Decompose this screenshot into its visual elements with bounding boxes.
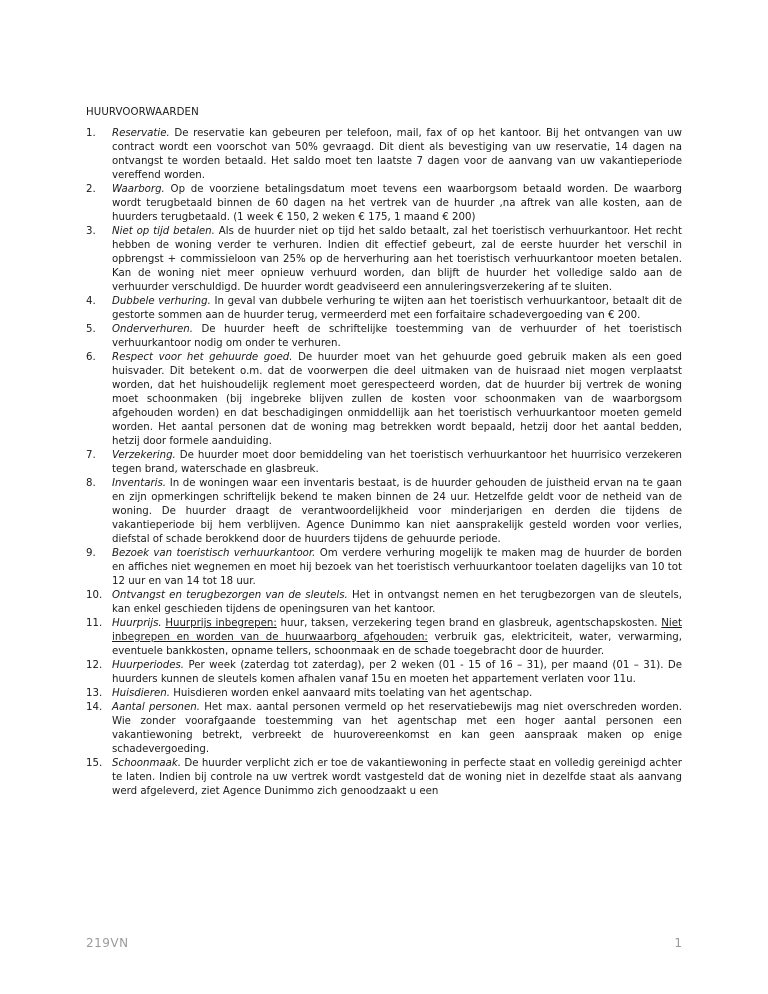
list-item [86, 183, 682, 225]
list-item [86, 757, 682, 799]
excluded-text: verbruik gas, elektriciteit, water, verwarming, eventuele bankkosten, opname tellers, schoonmaak en de schade toegebracht door de huurder. [112, 632, 682, 657]
footer-code: 219VN [86, 936, 129, 950]
item-body: De reservatie kan gebeuren per telefoon, mail, fax of op het kantoor. Bij het ontvangen van uw contract wordt een voorschot van 50% gevraagd. Dit dient als bevestiging van uw reservatie, 14 dagen na ontvangst te worden betaald. Het saldo moet ten laatste 7 dagen voor de aanvang van uw vakantieperiode vereffend worden. [112, 128, 682, 181]
item-title: Huurprijs. [112, 618, 162, 629]
item-body: In de woningen waar een inventaris bestaat, is de huurder gehouden de juistheid ervan na te gaan en zijn opmerkingen schriftelijk bekend te maken binnen de 24 uur. Hetzelfde geldt voor de netheid van de woning. De huurder draagt de verantwoordelijkheid voor minderjarigen en derden die tijdens de vakantieperiode bij hem verblijven. Agence Dunimmo kan niet aansprakelijk gesteld worden voor verlies, diefstal of schade berokkend door de huurders tijdens de gehuurde periode. [112, 478, 683, 545]
item-title: Waarborg. [112, 184, 165, 195]
terms-list [86, 127, 682, 799]
list-item [86, 351, 682, 449]
list-item [86, 323, 682, 351]
item-number: 1. [86, 128, 96, 139]
item-number: 8. [86, 478, 96, 489]
item-body: Als de huurder niet op tijd het saldo betaalt, zal het toeristisch verhuurkantoor. Het recht hebben de woning verder te verhuren. Indien dit effectief gebeurt, zal de eerste huurder het verschil in opbrengst + commissieloon van 25% op de herverhuring aan het toeristisch verhuurkantoor moeten betalen. Kan de woning niet meer opnieuw verhuurd worden, dan blijft de huurder het volledige saldo aan de verhuurder verschuldigd. De huurder wordt geadviseerd een annuleringsverzekering af te sluiten. [112, 226, 682, 293]
item-body: Om verdere verhuring mogelijk te maken mag de huurder de borden en affiches niet wegnemen en moet hij bezoek van het toeristisch verhuurkantoor toelaten dagelijks van 10 tot 12 uur en van 14 tot 18 uur. [112, 548, 682, 587]
list-item [86, 589, 682, 617]
list-item [86, 701, 682, 757]
item-title: Schoonmaak. [112, 758, 181, 769]
item-title: Bezoek van toeristisch verhuurkantoor. [112, 548, 316, 559]
list-item [86, 547, 682, 589]
excluded-label: Niet inbegrepen en worden van de huurwaarborg afgehouden: [112, 618, 682, 643]
item-number: 12. [86, 660, 103, 671]
item-number: 11. [86, 618, 103, 629]
item-body: De huurder verplicht zich er toe de vakantiewoning in perfecte staat en volledig gereinigd achter te laten. Indien bij controle na uw vertrek wordt vastgesteld dat de woning niet in dezelfde staat als aanvang werd afgeleverd, ziet Agence Dunimmo zich genoodzaakt u een [112, 758, 682, 797]
item-body: Op de voorziene betalingsdatum moet tevens een waarborgsom betaald worden. De waarborg wordt terugbetaald binnen de 60 dagen na het vertrek van de huurder ,na aftrek van alle kosten, aan de huurders terugbetaald. (1 week € 150, 2 weken € 175, 1 maand € 200) [112, 184, 682, 223]
item-title: Aantal personen. [112, 702, 200, 713]
included-text: huur, taksen, verzekering tegen brand en glasbreuk, agentschapskosten. [280, 618, 658, 629]
item-title: Reservatie. [112, 128, 170, 139]
item-number: 4. [86, 296, 96, 307]
list-item [86, 225, 682, 295]
item-body: De huurder heeft de schriftelijke toestemming van de verhuurder of het toeristisch verhuurkantoor nodig om onder te verhuren. [112, 324, 682, 349]
item-title: Verzekering. [112, 450, 176, 461]
item-body: Huisdieren worden enkel aanvaard mits toelating van het agentschap. [173, 688, 533, 699]
list-item [86, 477, 682, 547]
item-body: De huurder moet door bemiddeling van het toeristisch verhuurkantoor het huurrisico verzekeren tegen brand, waterschade en glasbreuk. [112, 450, 682, 475]
item-number: 7. [86, 450, 96, 461]
item-title: Onderverhuren. [112, 324, 193, 335]
item-title: Respect voor het gehuurde goed. [112, 352, 293, 363]
item-number: 9. [86, 548, 96, 559]
item-number: 3. [86, 226, 96, 237]
list-item [86, 449, 682, 477]
list-item [86, 617, 682, 659]
item-title: Huurperiodes. [112, 660, 185, 671]
item-title: Ontvangst en terugbezorgen van de sleutels. [112, 590, 348, 601]
item-title: Dubbele verhuring. [112, 296, 211, 307]
item-number: 5. [86, 324, 96, 335]
item-body: In geval van dubbele verhuring te wijten aan het toeristisch verhuurkantoor, betaalt dit de gestorte sommen aan de huurder terug, vermeerderd met een forfaitaire schadevergoeding van € 200. [112, 296, 682, 321]
list-item [86, 127, 682, 183]
list-item [86, 687, 682, 701]
item-body: Per week (zaterdag tot zaterdag), per 2 weken (01 - 15 of 16 – 31), per maand (01 – 31). De huurders kunnen de sleutels komen afhalen vanaf 15u en moeten het appartement verlaten voor 11u. [112, 660, 682, 685]
item-title: Inventaris. [112, 478, 167, 489]
item-body: De huurder moet van het gehuurde goed gebruik maken als een goed huisvader. Dit betekent o.m. dat de voorwerpen die deel uitmaken van de huisraad niet mogen verplaatst worden, dat het huishoudelijk reglement moet gerespecteerd worden, dat de huurder bij vertrek de woning moet schoonmaken (bij ingebreke blijven zullen de kosten voor schoonmaken van de waarborgsom afgehouden worden) en dat beschadigingen onmiddellijk aan het toeristisch verhuurkantoor moeten gemeld worden. Het aantal personen dat de woning mag betrekken wordt bepaald, hetzij door het aantal bedden, hetzij door formele aanduiding. [112, 352, 682, 447]
item-body: Het in ontvangst nemen en het terugbezorgen van de sleutels, kan enkel geschieden tijdens de openingsuren van het kantoor. [112, 590, 682, 615]
item-number: 14. [86, 702, 103, 713]
page-number: 1 [674, 936, 682, 950]
item-number: 15. [86, 758, 103, 769]
item-number: 2. [86, 184, 96, 195]
page-title: HUURVOORWAARDEN [86, 107, 199, 118]
item-number: 6. [86, 352, 96, 363]
included-label: Huurprijs inbegrepen: [165, 618, 277, 629]
list-item [86, 295, 682, 323]
list-item [86, 659, 682, 687]
item-body: Het max. aantal personen vermeld op het reservatiebewijs mag niet overschreden worden. Wie zonder voorafgaande toestemming van het agentschap met een hoger aantal personen een vakantiewoning betrekt, verbreekt de huurovereenkomst en kan geen aanspraak maken op enige schadevergoeding. [112, 702, 682, 755]
item-number: 13. [86, 688, 103, 699]
item-title: Niet op tijd betalen. [112, 226, 215, 237]
item-title: Huisdieren. [112, 688, 170, 699]
item-number: 10. [86, 590, 103, 601]
